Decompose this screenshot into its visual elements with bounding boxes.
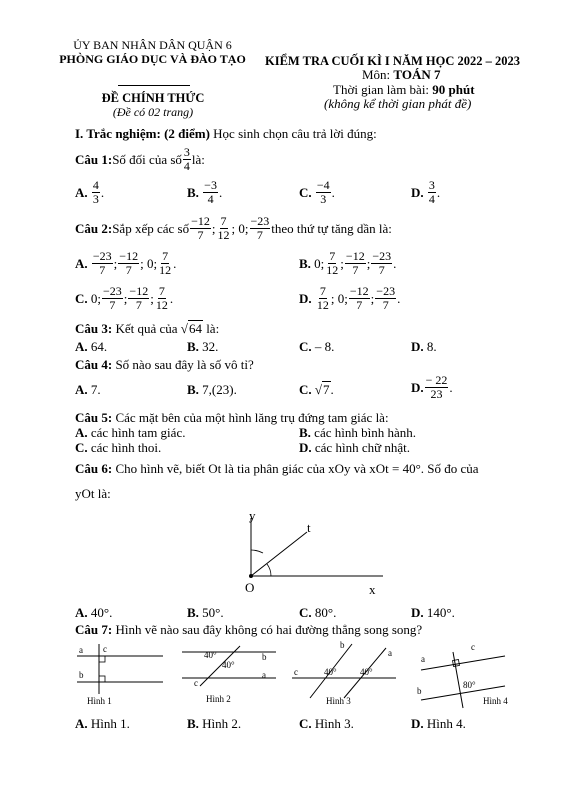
official-label: ĐỀ CHÍNH THỨC (101, 91, 205, 105)
q4-option-a[interactable]: A. 7. (75, 382, 101, 397)
figure-4-caption: Hình 4 (483, 696, 508, 706)
angle-arc-tot (251, 550, 263, 553)
q2-option-a[interactable]: A. $\frac{-23}{7}$ ; $\frac{-12}{7}$ ; 0 ; $\frac{7}{12}$ . (75, 249, 177, 277)
q2-option-d[interactable]: D. $\frac{7}{12}$ ; 0 ; $\frac{-12}{7}$ ; $\frac{-23}{7}$ . (299, 284, 401, 312)
q1-option-c[interactable]: C. $\frac{-4}{3}$ . (299, 178, 335, 206)
question-5: Câu 5: Các mặt bên của một hình lăng trụ đứng tam giác là: (75, 410, 389, 425)
q7-option-a[interactable]: A. Hình 1. (75, 716, 130, 731)
sqrt-symbol: √64 (180, 321, 202, 336)
question-3: Câu 3: Kết quả của √64 là: (75, 321, 220, 336)
figure-2: 40° 40° b a c Hình 2 (180, 642, 280, 708)
q5-option-d[interactable]: D. các hình chữ nhật. (299, 440, 411, 455)
question-4: Câu 4: Số nào sau đây là số vô tỉ? (75, 357, 254, 372)
q3-option-d[interactable]: D. 8. (411, 339, 437, 354)
question-7: Câu 7: Hình vẽ nào sau đây không có hai đường thẳng song song? (75, 622, 423, 637)
fraction: $\frac{3}{4}$ (183, 145, 190, 173)
q6-option-d[interactable]: D. 140°. (411, 605, 455, 620)
q1-option-a[interactable]: A. $\frac{4}{3}$ . (75, 178, 105, 206)
q5-option-c[interactable]: C. các hình thoi. (75, 440, 162, 455)
label-y: y (249, 508, 256, 523)
q6-option-b[interactable]: B. 50°. (187, 605, 224, 620)
section-heading: I. Trắc nghiệm: (2 điểm) Học sinh chọn câu trả lời đúng: (75, 126, 377, 141)
exam-subject: Môn: TOÁN 7 (362, 67, 441, 82)
figure-1-caption: Hình 1 (87, 696, 112, 706)
q7-option-c[interactable]: C. Hình 3. (299, 716, 354, 731)
figure-4: a c b 80° Hình 4 (417, 642, 508, 706)
figure-1: a b c Hình 1 (79, 644, 112, 706)
q6-option-a[interactable]: A. 40°. (75, 605, 113, 620)
question-2: Câu 2: Sắp xếp các số $\frac{-12}{7}$ ; $\frac{7}{12}$ ; 0 ; $\frac{-23}{7}$ theo thứ tự tăng dần là: (75, 214, 392, 242)
header-divider (118, 85, 190, 86)
q5-option-a[interactable]: A. các hình tam giác. (75, 425, 186, 440)
q3-option-b[interactable]: B. 32. (187, 339, 219, 354)
q7-option-d[interactable]: D. Hình 4. (411, 716, 466, 731)
label-t: t (307, 520, 311, 535)
angle-figure (235, 508, 395, 600)
q4-option-c[interactable]: C. √7. (299, 382, 334, 397)
q2-option-c[interactable]: C. 0 ; $\frac{-23}{7}$ ; $\frac{-12}{7}$ ; $\frac{7}{12}$ . (75, 284, 174, 312)
q3-option-a[interactable]: A. 64. (75, 339, 108, 354)
q3-option-c[interactable]: C. – 8. (299, 339, 335, 354)
exam-time: Thời gian làm bài: 90 phút (333, 82, 475, 97)
page-count-note: (Đề có 02 trang) (112, 105, 194, 119)
q5-option-b[interactable]: B. các hình bình hành. (299, 425, 416, 440)
exam-time-note: (không kể thời gian phát đề) (324, 96, 472, 111)
header-district: ỦY BAN NHÂN DÂN QUẬN 6 (73, 38, 232, 52)
header-department: PHÒNG GIÁO DỤC VÀ ĐÀO TẠO (59, 52, 246, 66)
label-o: O (245, 580, 255, 595)
label-x: x (369, 582, 376, 597)
angle-arc-xot (267, 564, 271, 576)
figure-2-caption: Hình 2 (206, 694, 231, 704)
q4-option-d[interactable]: D. $\frac{- 22}{23}$ . (411, 373, 453, 401)
question-6-continued: yOt là: (75, 486, 111, 501)
q1-option-d[interactable]: D. $\frac{3}{4}$ . (411, 178, 441, 206)
q7-option-b[interactable]: B. Hình 2. (187, 716, 242, 731)
q2-option-b[interactable]: B. 0 ; $\frac{7}{12}$ ; $\frac{-12}{7}$ ; $\frac{-23}{7}$ . (299, 249, 397, 277)
figure-3-caption: Hình 3 (326, 696, 351, 706)
exam-title: KIỂM TRA CUỐI KÌ I NĂM HỌC 2022 – 2023 (265, 54, 520, 68)
figure-3: c 40° 40° b a Hình 3 (294, 640, 392, 706)
q6-option-c[interactable]: C. 80°. (299, 605, 337, 620)
q1-option-b[interactable]: B. $\frac{-3}{4}$ . (187, 178, 223, 206)
ray-ot (251, 532, 307, 576)
question-6: Câu 6: Cho hình vẽ, biết Ot là tia phân giác của xOy và xOt = 40°. Số đo của (75, 461, 479, 476)
point-o (249, 574, 253, 578)
q4-option-b[interactable]: B. 7,(23). (187, 382, 237, 397)
question-1: Câu 1: Số đối của số $\frac{3}{4}$ là: (75, 145, 205, 173)
